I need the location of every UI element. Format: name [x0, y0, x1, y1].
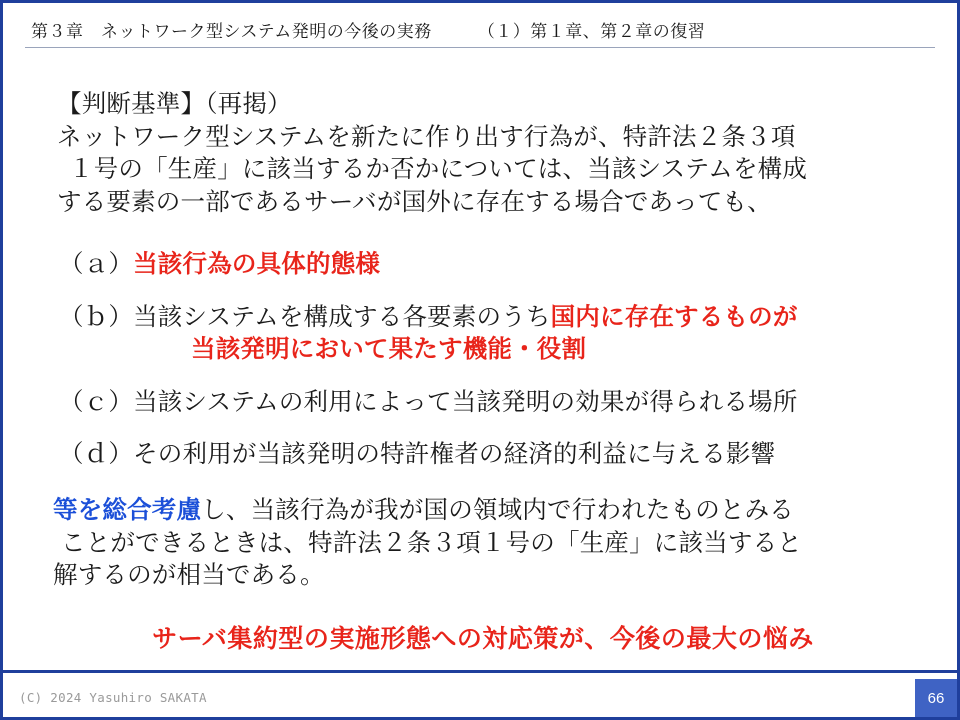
criteria-item-c	[59, 387, 939, 419]
criteria-item-a-text: 当該行為の具体的態様	[133, 251, 381, 278]
criteria-item-d-text: その利用が当該発明の特許権者の経済的利益に与える影響	[133, 441, 776, 468]
criteria-item-b	[59, 302, 939, 366]
criteria-item-b-text: 当該システムを構成する各要素のうち	[133, 304, 551, 331]
criteria-item-d	[59, 439, 939, 471]
criteria-item-b-continuation: 当該発明において果たす機能・役割	[191, 335, 587, 363]
closing-paragraph	[53, 495, 923, 593]
criteria-item-b-text-highlight: 国内に存在するものが	[550, 304, 798, 331]
closing-line-3: 解するのが相当である。	[53, 562, 325, 590]
criteria-item-a	[59, 249, 939, 281]
header-section-text: （１）第１章、第２章の復習	[477, 22, 706, 41]
slide-header	[3, 17, 957, 57]
conclusion-text: サーバ集約型の実施形態への対応策が、今後の最大の悩み	[152, 625, 814, 653]
criteria-item-c-label: （ｃ）	[59, 389, 134, 416]
footer-divider	[3, 670, 957, 673]
criteria-item-d-label: （ｄ）	[59, 441, 134, 468]
page-number-badge: 66	[915, 679, 957, 717]
header-chapter-text: 第３章 ネットワーク型システム発明の今後の実務	[31, 22, 432, 41]
header-divider	[25, 47, 935, 48]
criteria-item-c-text: 当該システムの利用によって当該発明の効果が得られる場所	[133, 389, 798, 416]
closing-line-1-rest: し、当該行為が我が国の領域内で行われたものとみる	[201, 497, 795, 524]
criteria-intro-line-1: ネットワーク型システムを新たに作り出す行為が、特許法２条３項	[57, 123, 796, 151]
criteria-heading: 【判断基準】（再掲）	[57, 91, 292, 118]
closing-line-1	[53, 495, 923, 528]
criteria-intro-line-2: １号の「生産」に該当するか否かについては、当該システムを構成	[69, 156, 808, 184]
header-chapter-title	[31, 17, 705, 42]
criteria-intro-line-3: する要素の一部であるサーバが国外に存在する場合であっても、	[57, 188, 772, 216]
closing-line-2: ことができるときは、特許法２条３項１号の「生産」に該当すると	[61, 529, 802, 557]
copyright-text: (C) 2024 Yasuhiro SAKATA	[19, 690, 207, 705]
criteria-item-b-label: （ｂ）	[59, 304, 134, 331]
criteria-paragraph	[57, 89, 917, 219]
closing-highlight: 等を総合考慮	[53, 497, 202, 524]
criteria-item-a-label: （ａ）	[59, 251, 134, 278]
